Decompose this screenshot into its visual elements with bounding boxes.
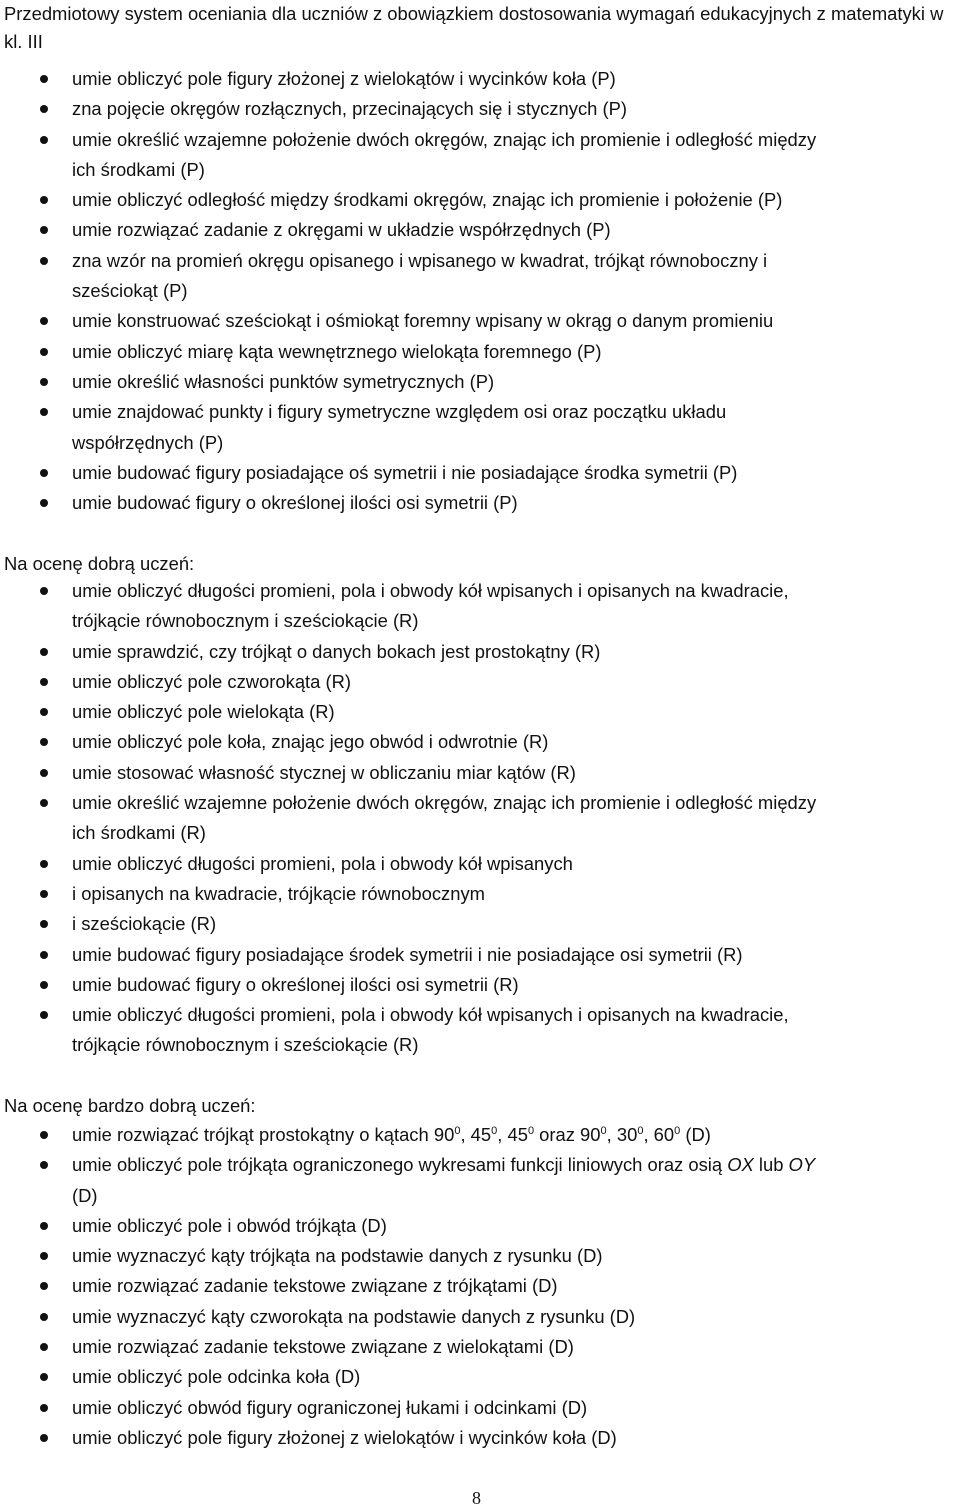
list-item	[0, 909, 960, 939]
list-item-text: umie budować figury posiadające środek symetrii i nie posiadające osi symetrii (R)	[72, 943, 743, 965]
list-item	[0, 1362, 960, 1392]
list-item: umie obliczyć pole trójkąta ograniczonego wykresami funkcji liniowych oraz osią OX lub OY (D)	[0, 1150, 960, 1211]
list-item-text: umie określić wzajemne położenie dwóch okręgów, znając ich promienie i odległość między	[72, 128, 817, 150]
list-item	[0, 1423, 960, 1453]
list-item	[0, 788, 960, 849]
list-item-text: umie obliczyć pole koła, znając jego obwód i odwrotnie (R)	[72, 731, 549, 753]
list-item: umie rozwiązać trójkąt prostokątny o kątach $90^0$, $45^0$, $45^0$ oraz $90^0$, $30^0$, $60^0$ (D)	[0, 1120, 960, 1150]
list-item-text: umie obliczyć pole figury złożonej z wielokątów i wycinków koła (P)	[72, 68, 616, 89]
list-item-text: zna wzór na promień okręgu opisanego i wpisanego w kwadrat, trójkąt równoboczny i	[72, 249, 768, 271]
list-item-text: umie obliczyć miarę kąta wewnętrznego wielokąta foremnego (P)	[72, 340, 602, 362]
list-item	[0, 758, 960, 788]
list-item-text: i sześciokącie (R)	[72, 913, 217, 935]
list-item-text: umie rozwiązać zadanie z okręgami w układzie współrzędnych (P)	[72, 219, 611, 241]
list-item	[0, 1393, 960, 1423]
list-item-text: umie obliczyć pole i obwód trójkąta (D)	[72, 1214, 387, 1236]
list-item	[0, 667, 960, 697]
good-grade-list	[0, 576, 960, 1061]
list-item	[0, 458, 960, 488]
list-item	[0, 849, 960, 879]
list-item-text: umie obliczyć odległość między środkami okręgów, znając ich promienie i położenie (P)	[72, 189, 783, 211]
list-item	[0, 337, 960, 367]
very-good-grade-list	[0, 1120, 960, 1453]
list-item-text: współrzędnych (P)	[72, 431, 224, 453]
list-item-text: umie obliczyć długości promieni, pola i obwody kół wpisanych i opisanych na kwadracie,	[72, 1004, 789, 1026]
list-item	[0, 397, 960, 458]
list-item	[0, 879, 960, 909]
list-item-text: umie rozwiązać zadanie tekstowe związane z trójkątami (D)	[72, 1275, 558, 1297]
list-item	[0, 940, 960, 970]
list-item	[0, 727, 960, 757]
list-item-text: umie budować figury o określonej ilości osi symetrii (R)	[72, 973, 519, 995]
list-item	[0, 306, 960, 336]
list-item	[0, 94, 960, 124]
list-item-text: umie obliczyć długości promieni, pola i obwody kół wpisanych i opisanych na kwadracie,	[72, 580, 789, 601]
page-number: 8	[472, 1488, 481, 1508]
list-item	[0, 125, 960, 186]
list-item	[0, 185, 960, 215]
list-item	[0, 488, 960, 518]
list-item-text: umie budować figury o określonej ilości osi symetrii (P)	[72, 492, 518, 514]
list-item	[0, 576, 960, 637]
list-item-text: umie określić wzajemne położenie dwóch okręgów, znając ich promienie i odległość między	[72, 792, 817, 814]
list-item-text: sześciokąt (P)	[72, 280, 188, 302]
list-item	[0, 1000, 960, 1061]
list-item-text: umie stosować własność stycznej w obliczaniu miar kątów (R)	[72, 761, 576, 783]
list-item-text: umie obliczyć pole figury złożonej z wielokątów i wycinków koła (D)	[72, 1426, 617, 1448]
list-item-text: umie wyznaczyć kąty trójkąta na podstawie danych z rysunku (D)	[72, 1245, 603, 1267]
list-item	[0, 1271, 960, 1301]
list-item-text: zna pojęcie okręgów rozłącznych, przecinających się i stycznych (P)	[72, 98, 628, 120]
list-item	[0, 367, 960, 397]
list-item-text: i opisanych na kwadracie, trójkącie równobocznym	[72, 882, 485, 904]
list-item-text: umie obliczyć długości promieni, pola i obwody kół wpisanych	[72, 852, 573, 874]
section-heading-good: Na ocenę dobrą uczeń:	[4, 553, 195, 574]
list-item-text: umie wyznaczyć kąty czworokąta na podstawie danych z rysunku (D)	[72, 1305, 636, 1327]
list-item	[0, 215, 960, 245]
basic-requirements-list	[0, 64, 960, 518]
list-item	[0, 246, 960, 307]
list-item-text: umie obliczyć obwód figury ograniczonej łukami i odcinkami (D)	[72, 1396, 588, 1418]
list-item-text: trójkącie równobocznym i sześciokącie (R)	[72, 1034, 419, 1056]
list-item	[0, 1302, 960, 1332]
list-item-text: umie rozwiązać zadanie tekstowe związane z wielokątami (D)	[72, 1336, 574, 1358]
list-item	[0, 697, 960, 727]
list-item	[0, 1332, 960, 1362]
list-item	[0, 970, 960, 1000]
list-item-text: ich środkami (R)	[72, 822, 206, 844]
list-item	[0, 1211, 960, 1241]
list-item-text: umie określić własności punktów symetrycznych (P)	[72, 370, 495, 392]
list-item-text: umie znajdować punkty i figury symetryczne względem osi oraz początku układu	[72, 401, 727, 423]
document-title: Przedmiotowy system oceniania dla uczniów z obowiązkiem dostosowania wymagań edukacyjnych z matematyki w kl. III	[4, 3, 944, 52]
list-item	[0, 64, 960, 94]
list-item-text: trójkącie równobocznym i sześciokącie (R)	[72, 610, 419, 632]
section-heading-very-good: Na ocenę bardzo dobrą uczeń:	[4, 1095, 256, 1116]
list-item-text: umie budować figury posiadające oś symetrii i nie posiadające środka symetrii (P)	[72, 461, 738, 483]
list-item-text: umie obliczyć pole czworokąta (R)	[72, 670, 352, 692]
list-item-text: umie sprawdzić, czy trójkąt o danych bokach jest prostokątny (R)	[72, 640, 601, 662]
list-item-text: umie obliczyć pole odcinka koła (D)	[72, 1366, 361, 1388]
list-item-text: umie konstruować sześciokąt i ośmiokąt foremny wpisany w okrąg o danym promieniu	[72, 310, 774, 332]
list-item-text: ich środkami (P)	[72, 158, 205, 180]
list-item	[0, 637, 960, 667]
list-item	[0, 1241, 960, 1271]
list-item-text: umie obliczyć pole wielokąta (R)	[72, 701, 335, 723]
